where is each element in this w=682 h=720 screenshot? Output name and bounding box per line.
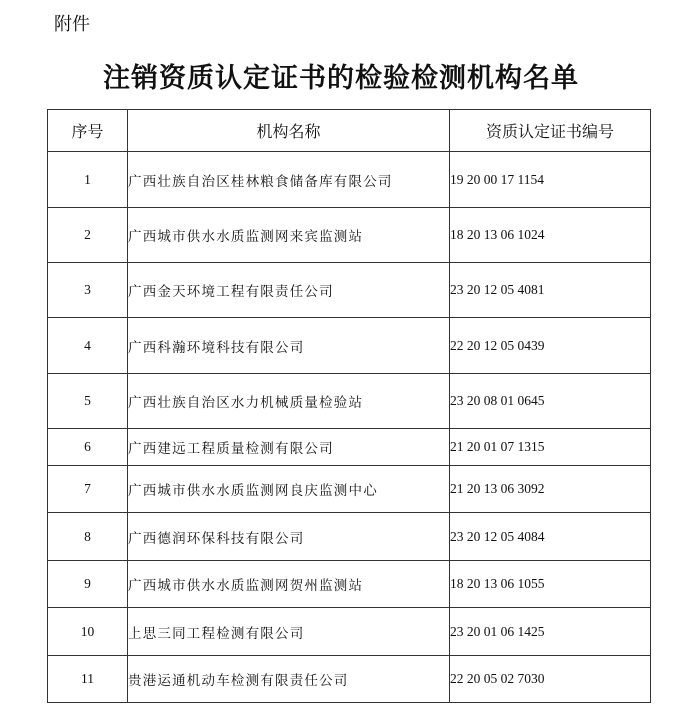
- row-seq: 5: [48, 374, 128, 429]
- header-seq: 序号: [48, 110, 128, 152]
- row-seq: 4: [48, 318, 128, 374]
- row-seq: 6: [48, 429, 128, 466]
- header-institution-name: 机构名称: [128, 110, 450, 152]
- row-cert: 21 20 01 07 1315: [450, 429, 651, 466]
- table-row: [48, 263, 651, 318]
- row-cert: 18 20 13 06 1024: [450, 208, 651, 263]
- row-name: 广西建远工程质量检测有限公司: [128, 429, 450, 466]
- header-certificate-number: 资质认定证书编号: [450, 110, 651, 152]
- row-name: 贵港运通机动车检测有限责任公司: [128, 656, 450, 703]
- row-seq: 1: [48, 152, 128, 208]
- row-cert: 19 20 00 17 1154: [450, 152, 651, 208]
- table-row: [48, 152, 651, 208]
- row-name: 广西科瀚环境科技有限公司: [128, 318, 450, 374]
- row-name: 广西金天环境工程有限责任公司: [128, 263, 450, 318]
- row-cert: 22 20 05 02 7030: [450, 656, 651, 703]
- row-cert: 21 20 13 06 3092: [450, 466, 651, 513]
- table-row: [48, 466, 651, 513]
- table-row: [48, 513, 651, 561]
- row-name: 广西壮族自治区水力机械质量检验站: [128, 374, 450, 429]
- table-row: [48, 208, 651, 263]
- table-row: [48, 318, 651, 374]
- row-name: 广西德润环保科技有限公司: [128, 513, 450, 561]
- row-seq: 7: [48, 466, 128, 513]
- table-row: [48, 374, 651, 429]
- row-seq: 10: [48, 608, 128, 656]
- table-row: [48, 561, 651, 608]
- row-cert: 23 20 08 01 0645: [450, 374, 651, 429]
- table-row: [48, 429, 651, 466]
- institution-table: [47, 109, 651, 703]
- row-cert: 23 20 12 05 4084: [450, 513, 651, 561]
- attachment-label: 附件: [54, 14, 90, 35]
- row-cert: 22 20 12 05 0439: [450, 318, 651, 374]
- row-name: 广西城市供水水质监测网贺州监测站: [128, 561, 450, 608]
- row-name: 广西城市供水水质监测网良庆监测中心: [128, 466, 450, 513]
- row-name: 上思三同工程检测有限公司: [128, 608, 450, 656]
- row-seq: 2: [48, 208, 128, 263]
- row-cert: 23 20 12 05 4081: [450, 263, 651, 318]
- document-title: 注销资质认定证书的检验检测机构名单: [103, 63, 579, 94]
- row-name: 广西城市供水水质监测网来宾监测站: [128, 208, 450, 263]
- row-seq: 11: [48, 656, 128, 703]
- row-cert: 18 20 13 06 1055: [450, 561, 651, 608]
- row-name: 广西壮族自治区桂林粮食储备库有限公司: [128, 152, 450, 208]
- table-row: [48, 608, 651, 656]
- row-seq: 9: [48, 561, 128, 608]
- table-header-row: [48, 110, 651, 152]
- row-seq: 8: [48, 513, 128, 561]
- table-row: [48, 656, 651, 703]
- row-seq: 3: [48, 263, 128, 318]
- row-cert: 23 20 01 06 1425: [450, 608, 651, 656]
